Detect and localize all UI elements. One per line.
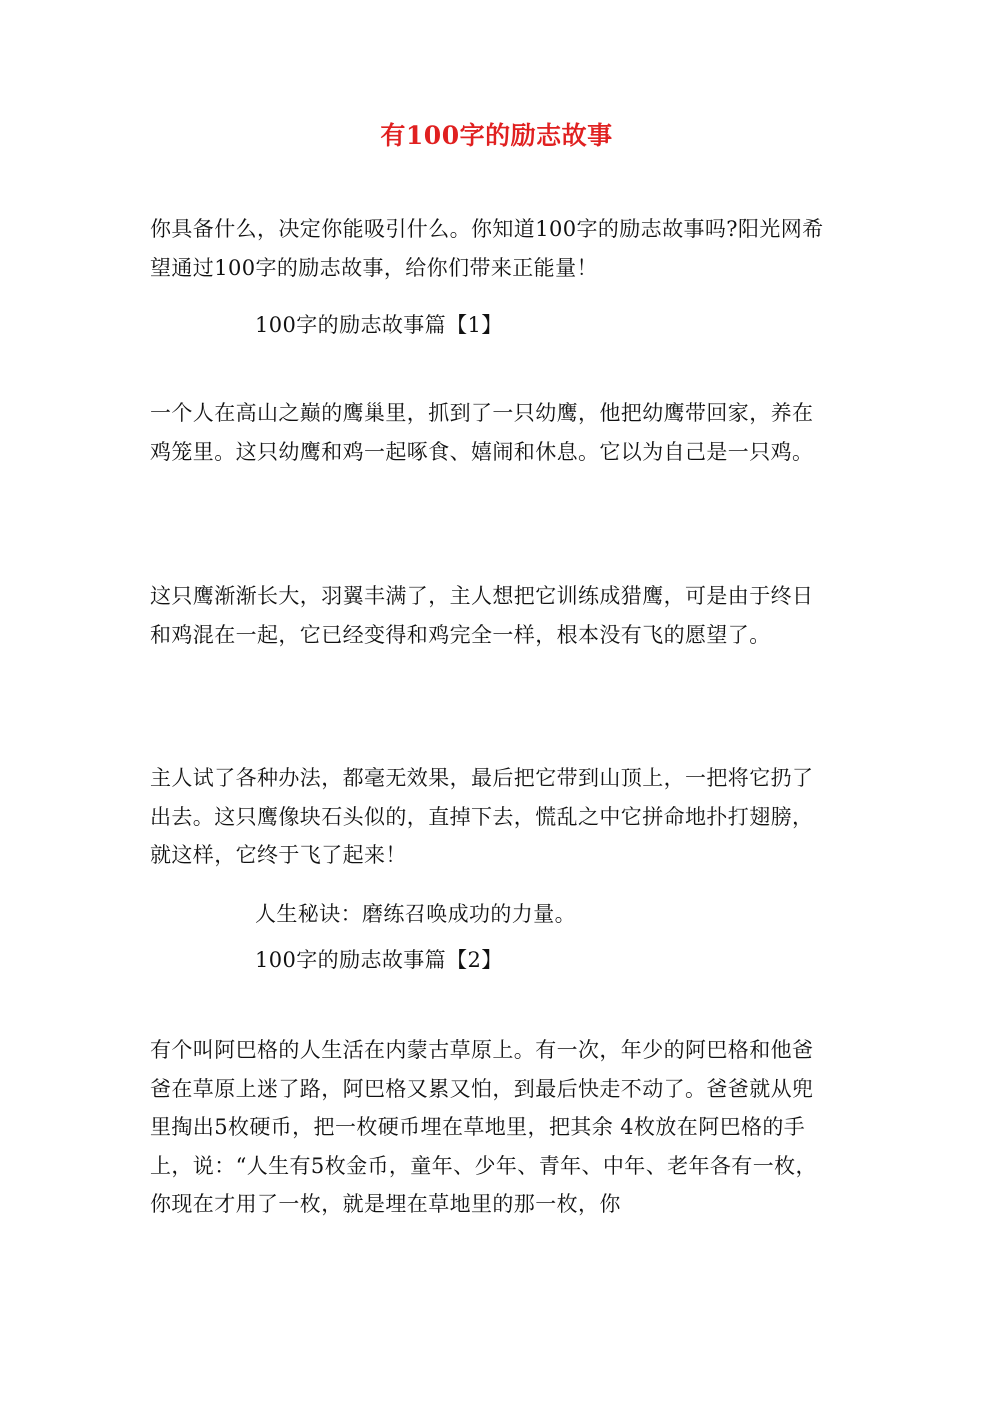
- section2-paragraph-1: 有个叫阿巴格的人生活在内蒙古草原上。有一次，年少的阿巴格和他爸爸在草原上迷了路，阿巴格又累又怕，到最后快走不动了。爸爸就从兜里掏出5枚硬币，把一枚硬币埋在草地里，把其余 4枚放在阿巴格的手上，说：“人生有5枚金币，童年、少年、青年、中年、老年各有一枚，你现在才用了一枚，就是埋在草地里的那一枚，你: [150, 1038, 817, 1216]
- section1-lesson: 人生秘诀：磨练召唤成功的力量。: [255, 902, 576, 926]
- document-title: 有100字的励志故事: [380, 121, 613, 150]
- section2-heading: 100字的励志故事篇【2】: [255, 948, 503, 972]
- section1-paragraph-2: 这只鹰渐渐长大，羽翼丰满了，主人想把它训练成猎鹰，可是由于终日和鸡混在一起，它已经变得和鸡完全一样，根本没有飞的愿望了。: [150, 584, 814, 647]
- section1-heading: 100字的励志故事篇【1】: [255, 313, 503, 337]
- section1-paragraph-3: 主人试了各种办法，都毫无效果，最后把它带到山顶上，一把将它扔了出去。这只鹰像块石头似的，直掉下去，慌乱之中它拼命地扑打翅膀，就这样，它终于飞了起来！: [150, 766, 814, 867]
- section1-paragraph-1: 一个人在高山之巅的鹰巢里，抓到了一只幼鹰，他把幼鹰带回家，养在鸡笼里。这只幼鹰和鸡一起啄食、嬉闹和休息。它以为自己是一只鸡。: [150, 401, 814, 464]
- intro-paragraph: 你具备什么，决定你能吸引什么。你知道100字的励志故事吗?阳光网希望通过100字的励志故事，给你们带来正能量！: [150, 217, 824, 280]
